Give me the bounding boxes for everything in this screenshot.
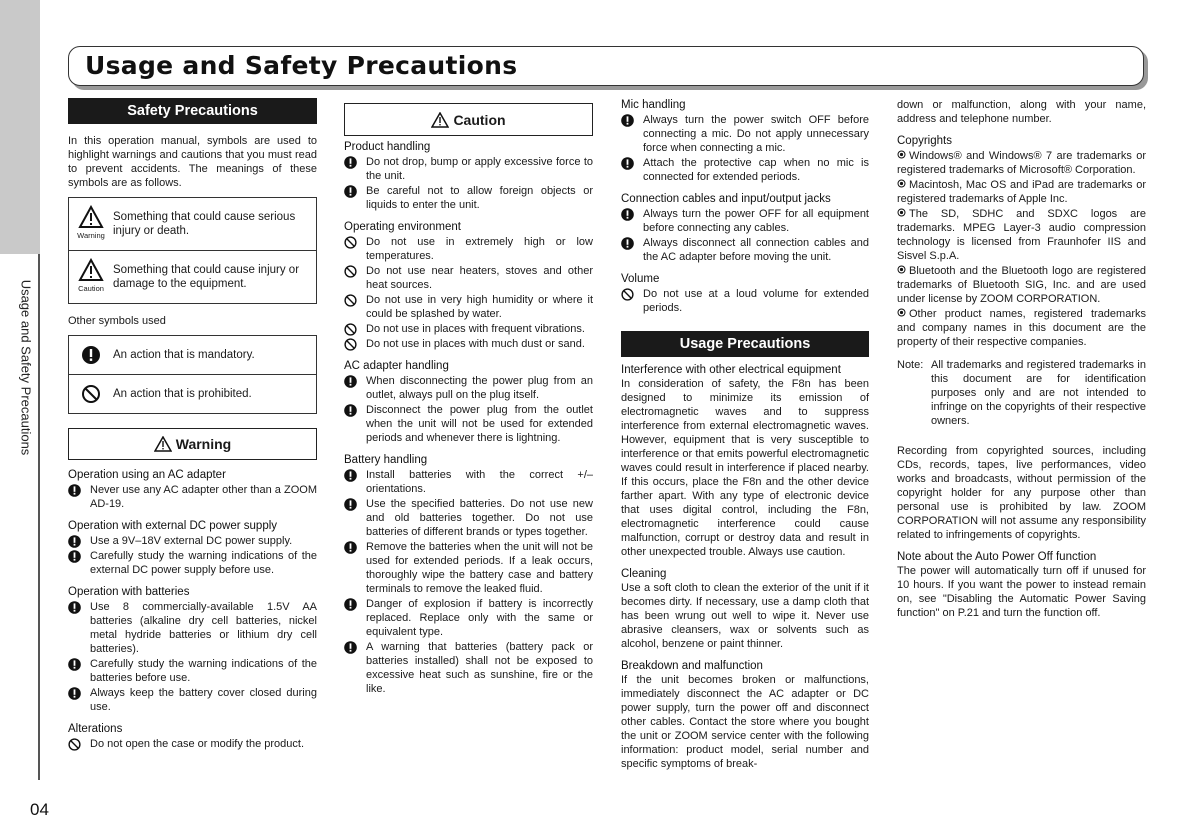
list-item (621, 207, 869, 235)
list-item-text: Never use any AC adapter other than a ZOOM AD-19. (90, 484, 317, 510)
mandatory-icon (621, 113, 643, 127)
list-item (344, 337, 593, 351)
usage-precautions-header: Usage Precautions (621, 331, 869, 357)
prohibited-icon (69, 384, 113, 404)
warning-box-label: Warning (175, 436, 232, 452)
list-item (68, 549, 317, 577)
mandatory-icon (344, 155, 366, 169)
list-item (344, 184, 593, 212)
caution-symbol-row (68, 251, 317, 304)
side-divider (38, 254, 40, 780)
environment-title: Operating environment (344, 221, 461, 233)
warning-box-icon (154, 436, 172, 452)
list-item (68, 483, 317, 511)
mandatory-icon (344, 184, 366, 198)
list-item (344, 540, 593, 596)
connection-list (621, 207, 869, 264)
list-item (897, 207, 1146, 263)
warning-triangle-icon (69, 205, 113, 243)
ac-adapter-handling-title: AC adapter handling (344, 360, 449, 372)
copyrights-title: Copyrights (897, 135, 952, 147)
list-item-text: Always keep the battery cover closed during use. (90, 687, 317, 713)
auto-power-off-title: Note about the Auto Power Off function (897, 551, 1097, 563)
list-item (344, 468, 593, 496)
mandatory-icon (68, 549, 90, 563)
caution-box-label: Caution (453, 111, 506, 128)
mandatory-icon (621, 236, 643, 250)
note-text: All trademarks and registered trademarks in this document are for identification purposes only and are not intended to infringe on the copyrights of their respective owners. (931, 359, 1146, 427)
list-item-text: The SD, SDHC and SDXC logos are trademarks. MPEG Layer-3 audio compression technology is licensed from Fraunhofer IIS and Sisvel S.p.A. (897, 208, 1146, 262)
copyrights-list (897, 149, 1146, 349)
warning-symbol-text: Something that could cause serious injury or death. (113, 211, 296, 237)
bullet-icon (897, 179, 906, 191)
auto-power-off-text: The power will automatically turn off if unused for 10 hours. If you want the power to instead remain on, see "Disabling the Automatic Power Saving function" on P.21 and turn the function off. (897, 565, 1146, 619)
battery-handling-title: Battery handling (344, 454, 428, 466)
warning-symbol-row (68, 197, 317, 251)
mandatory-icon (344, 468, 366, 482)
list-item (344, 374, 593, 402)
prohibited-icon (621, 287, 643, 301)
list-item (344, 155, 593, 183)
list-item-text: Remove the batteries when the unit will not be used for extended periods. If a leak occurs, thoroughly wipe the battery case and battery terminals to remove the leaked fluid. (366, 541, 593, 595)
page-title: Usage and Safety Precautions (85, 51, 518, 80)
prohibited-icon (68, 737, 90, 751)
list-item-text: Disconnect the power plug from the outlet when the unit will not be used for extended periods and whenever there is lightning. (366, 404, 593, 444)
interference-title: Interference with other electrical equipment (621, 364, 841, 376)
alterations-title: Alterations (68, 723, 123, 735)
mic-handling-title: Mic handling (621, 99, 686, 111)
prohibited-icon (344, 264, 366, 278)
caution-triangle-icon (69, 258, 113, 296)
mandatory-icon (68, 483, 90, 497)
caution-box-icon (431, 112, 449, 128)
mandatory-text: An action that is mandatory. (113, 349, 255, 361)
recording-text: Recording from copyrighted sources, including CDs, records, tapes, live performances, video works and broadcasts, without permission of the copyright holder for any purpose other than personal use is prohibited by law. ZOOM CORPORATION will not assume any responsibility related to infringements of copyrights. (897, 445, 1146, 541)
column-3 (621, 98, 869, 771)
safety-precautions-header: Safety Precautions (68, 98, 317, 124)
mandatory-icon (68, 534, 90, 548)
list-item-text: Always disconnect all connection cables and the AC adapter before moving the unit. (643, 237, 869, 263)
interference-text: In consideration of safety, the F8n has been designed to minimize its emission of electromagnetic waves and to suppress interference from external electromagnetic waves. However, equipment that is very susceptible to interference or that emits powerful electromagnetic waves could result in interference if placed nearby. If this occurs, place the F8n and the other device farther apart. With any type of electronic device that uses digital control, including the F8n, electromagnetic interference could cause malfunction, corrupt or destroy data and result in other unexpected trouble. Always use caution. (621, 378, 869, 558)
list-item (897, 307, 1146, 349)
list-item (897, 264, 1146, 306)
list-item (344, 322, 593, 336)
list-item-text: Always turn the power OFF for all equipment before connecting any cables. (643, 208, 869, 234)
list-item (897, 149, 1146, 177)
page-number: 04 (30, 800, 49, 819)
other-symbols-label: Other symbols used (68, 315, 166, 327)
ac-list (68, 483, 317, 511)
warning-tag: Warning (77, 231, 105, 240)
list-item (621, 287, 869, 315)
prohibited-icon (344, 322, 366, 336)
breakdown-text: If the unit becomes broken or malfunctions, immediately disconnect the AC adapter or DC power supply, turn the power off and disconnect other cables. Contact the store where you bought the unit or ZOOM service center with the following information: product model, serial number and specific symptoms of break- (621, 674, 869, 770)
list-item-text: Attach the protective cap when no mic is connected for extended periods. (643, 157, 869, 183)
breakdown-title: Breakdown and malfunction (621, 660, 763, 672)
dc-list (68, 534, 317, 577)
mandatory-icon (344, 497, 366, 511)
caution-symbol-text: Something that could cause injury or damage to the equipment. (113, 264, 300, 290)
list-item (68, 657, 317, 685)
prohibited-icon (344, 337, 366, 351)
list-item-text: Be careful not to allow foreign objects or liquids to enter the unit. (366, 185, 593, 211)
prohibited-text: An action that is prohibited. (113, 388, 252, 400)
list-item (344, 264, 593, 292)
caution-tag: Caution (78, 284, 104, 293)
bullet-icon (897, 265, 906, 277)
list-item (68, 534, 317, 548)
list-item (344, 640, 593, 696)
intro-text: In this operation manual, symbols are used to highlight warnings and cautions that you must read to prevent accidents. The meanings of these symbols are as follows. (68, 135, 317, 189)
column-2 (344, 98, 593, 696)
list-item-text: Do not drop, bump or apply excessive force to the unit. (366, 156, 593, 182)
list-item (68, 600, 317, 656)
bullet-icon (897, 208, 906, 220)
ac-title: Operation using an AC adapter (68, 469, 226, 481)
mandatory-icon (344, 403, 366, 417)
list-item-text: Use the specified batteries. Do not use new and old batteries together. Do not use batteries of different brands or types together. (366, 498, 593, 538)
mandatory-icon (344, 374, 366, 388)
list-item (344, 597, 593, 639)
list-item-text: Other product names, registered trademarks and company names in this document are the property of their respective companies. (897, 308, 1146, 348)
mandatory-symbol-row (68, 335, 317, 375)
prohibited-symbol-row (68, 375, 317, 414)
list-item (344, 235, 593, 263)
list-item-text: Do not use in very high humidity or where it could be splashed by water. (366, 294, 593, 320)
list-item-text: Do not use in places with much dust or sand. (366, 338, 585, 350)
list-item (621, 113, 869, 155)
mandatory-icon (344, 540, 366, 554)
mandatory-icon (344, 597, 366, 611)
list-item-text: Do not use in extremely high or low temperatures. (366, 236, 593, 262)
list-item-text: Do not use near heaters, stoves and other heat sources. (366, 265, 593, 291)
mandatory-icon (68, 600, 90, 614)
product-handling-title: Product handling (344, 141, 431, 153)
volume-title: Volume (621, 273, 660, 285)
cleaning-text: Use a soft cloth to clean the exterior of the unit if it becomes dirty. If necessary, use a damp cloth that has been wrung out well to wipe it. Never use abrasive cleansers, wax or solvents such as alcohol, benzene or paint thinner. (621, 582, 869, 650)
list-item-text: Macintosh, Mac OS and iPad are trademarks or registered trademarks of Apple Inc. (897, 179, 1146, 205)
cleaning-title: Cleaning (621, 568, 667, 580)
list-item-text: Do not use at a loud volume for extended periods. (643, 288, 869, 314)
title-box (68, 46, 1144, 86)
mandatory-icon (68, 657, 90, 671)
mandatory-icon (621, 207, 643, 221)
list-item (68, 737, 317, 751)
list-item-text: Bluetooth and the Bluetooth logo are registered trademarks of Bluetooth SIG, Inc. and are used under license by ZOOM CORPORATION. (897, 265, 1146, 305)
list-item-text: Do not use in places with frequent vibrations. (366, 323, 585, 335)
list-item-text: Always turn the power switch OFF before connecting a mic. Do not apply unnecessary force when connecting a mic. (643, 114, 869, 154)
mandatory-icon (68, 686, 90, 700)
bullet-icon (897, 150, 906, 162)
list-item-text: When disconnecting the power plug from an outlet, always pull on the plug itself. (366, 375, 593, 401)
bullet-icon (897, 308, 906, 320)
caution-box-header (344, 103, 593, 136)
list-item-text: Do not open the case or modify the product. (90, 738, 305, 750)
battery-title: Operation with batteries (68, 586, 190, 598)
prohibited-icon (344, 235, 366, 249)
prohibited-icon (344, 293, 366, 307)
side-tab (0, 0, 40, 254)
environment-list (344, 235, 593, 351)
ac-adapter-handling-list (344, 374, 593, 445)
mandatory-icon (621, 156, 643, 170)
list-item-text: Windows® and Windows® 7 are trademarks or registered trademarks of Microsoft® Corporation. (897, 150, 1146, 176)
note-label: Note: (897, 359, 924, 371)
list-item-text: Carefully study the warning indications of the external DC power supply before use. (90, 550, 317, 576)
battery-list (68, 600, 317, 714)
list-item-text: Danger of explosion if battery is incorrectly replaced. Replace only with the same or equivalent type. (366, 598, 593, 638)
mic-handling-list (621, 113, 869, 184)
list-item-text: Use 8 commercially-available 1.5V AA batteries (alkaline dry cell batteries, nickel metal hydride batteries or lithium dry cell batteries). (90, 601, 317, 655)
list-item (621, 236, 869, 264)
battery-handling-list (344, 468, 593, 696)
trademark-note (897, 358, 1146, 428)
list-item (68, 686, 317, 714)
list-item-text: A warning that batteries (battery pack or batteries installed) shall not be exposed to excessive heat such as sunshine, fire or the like. (366, 641, 593, 695)
warning-box-header (68, 428, 317, 460)
list-item (344, 293, 593, 321)
mandatory-icon (69, 345, 113, 365)
list-item-text: Use a 9V–18V external DC power supply. (90, 535, 293, 547)
volume-list (621, 287, 869, 315)
list-item (344, 497, 593, 539)
list-item-text: Install batteries with the correct +/– orientations. (366, 469, 593, 495)
list-item (344, 403, 593, 445)
list-item (897, 178, 1146, 206)
column-4 (897, 98, 1146, 620)
mandatory-icon (344, 640, 366, 654)
list-item-text: Carefully study the warning indications of the batteries before use. (90, 658, 317, 684)
column-1 (68, 98, 317, 751)
alterations-list (68, 737, 317, 751)
dc-title: Operation with external DC power supply (68, 520, 278, 532)
side-section-label: Usage and Safety Precautions (18, 279, 34, 456)
connection-title: Connection cables and input/output jacks (621, 193, 831, 205)
list-item (621, 156, 869, 184)
product-handling-list (344, 155, 593, 212)
breakdown-continued-text: down or malfunction, along with your name, address and telephone number. (897, 99, 1146, 125)
